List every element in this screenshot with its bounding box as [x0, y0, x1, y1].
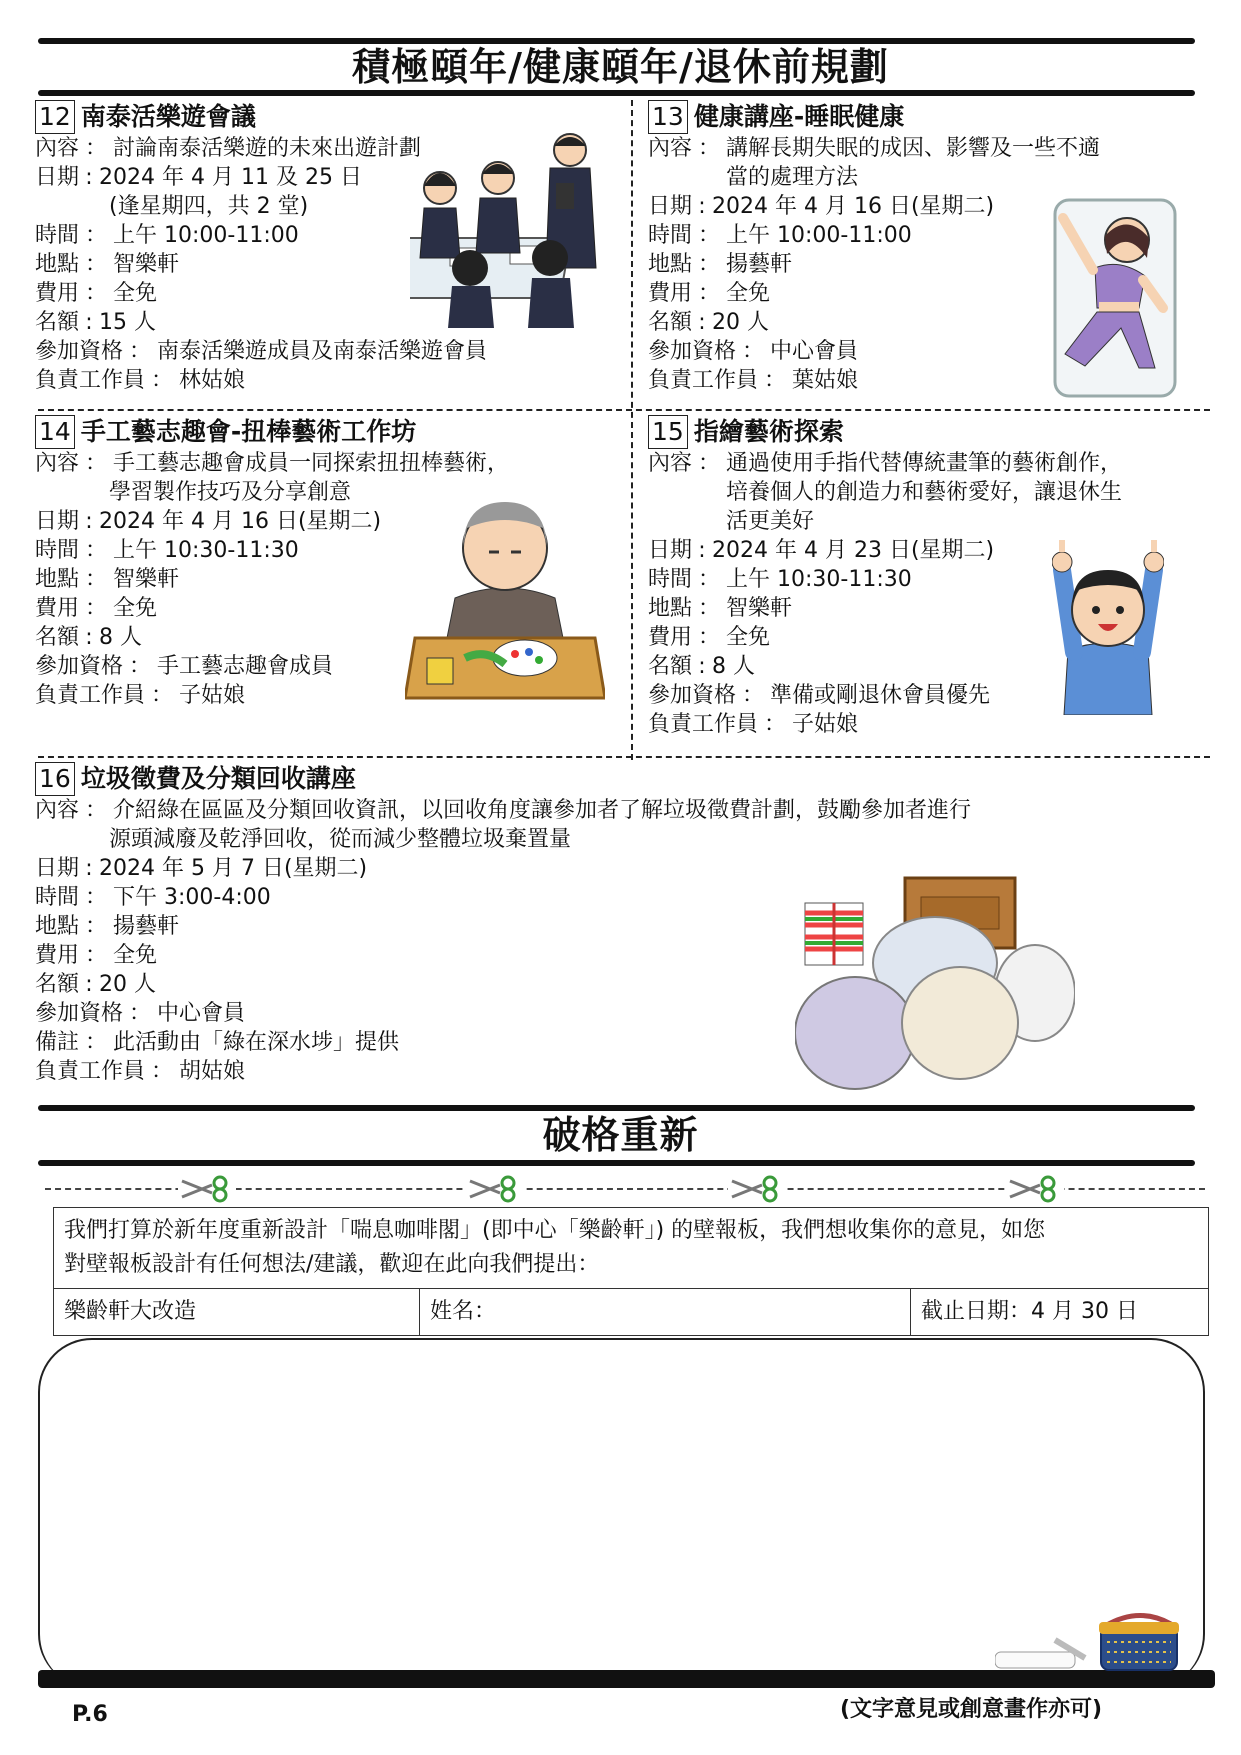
section2-underline — [38, 1160, 1195, 1166]
form-intro: 我們打算於新年度重新設計「喘息咖啡閣」(即中心「樂齡軒」) 的壁報板，我們想收集你的意見，如您 對壁報板設計有任何想法/建議，歡迎在此向我們提出： — [54, 1208, 1209, 1289]
event-number: 14 — [35, 415, 75, 449]
event-title: 13 健康講座-睡眠健康 — [648, 100, 1208, 134]
event-number: 13 — [648, 100, 688, 134]
event-number: 15 — [648, 415, 688, 449]
meeting-illustration — [410, 128, 610, 328]
footnote: (文字意見或創意畫作亦可) — [840, 1697, 1103, 1722]
event-card: 12 南泰活樂遊會議 內容 ： 討論南泰活樂遊的未來出遊計劃 日期 : 2024 年 4 月 11 及 25 日 (逢星期四，共 2 堂) 時間 ： 上午 10:00-11:00 地點 ： 智樂軒 費用 ： 全免 名額 : 15 人 參加資格 ： 南泰活樂遊成員及南泰活樂遊會員 負責工作員 ： 林姑娘 — [35, 100, 615, 395]
garbage-bags-illustration — [795, 873, 1075, 1093]
row-divider — [38, 409, 1210, 411]
event-title: 12 南泰活樂遊會議 — [35, 100, 615, 134]
event-number: 12 — [35, 100, 75, 134]
pointing-man-illustration — [1052, 540, 1164, 715]
row-divider — [38, 756, 1210, 758]
event-title: 16 垃圾徵費及分類回收講座 — [35, 762, 1135, 796]
event-title: 15 指繪藝術探索 — [648, 415, 1208, 449]
sleeping-illustration — [1035, 198, 1185, 398]
event-card: 15 指繪藝術探索 內容 ： 通過使用手指代替傳統畫筆的藝術創作， 培養個人的創造力和藝術愛好，讓退休生 活更美好 日期 : 2024 年 4 月 23 日(星期二) 時間 ： 上午 10:30-11:30 地點 ： 智樂軒 費用 ： 全免 名額 : 8 人 參加資格 ： 準備或剛退休會員優先 負責工作員 ： 子姑娘 — [648, 415, 1208, 739]
scissors-icon — [1006, 1175, 1064, 1203]
form-name-label: 樂齡軒大改造 — [54, 1289, 420, 1336]
section2-title: 破格重新 — [542, 1113, 699, 1157]
section2-top-rule — [38, 1105, 1195, 1111]
event-title: 14 手工藝志趣會-扭棒藝術工作坊 — [35, 415, 615, 449]
feedback-form — [53, 1207, 1209, 1336]
title-underline — [38, 90, 1195, 96]
label-content: 內容 — [35, 136, 80, 161]
scissors-icon — [728, 1175, 786, 1203]
scissors-icon — [178, 1175, 236, 1203]
event-number: 16 — [35, 762, 75, 796]
column-divider — [631, 100, 633, 760]
event-card: 13 健康講座-睡眠健康 內容 ： 講解長期失眠的成因、影響及一些不適 當的處理方法 日期 : 2024 年 4 月 16 日(星期二) 時間 ： 上午 10:00-11:00 地點 ： 揚藝軒 費用 ： 全免 名額 : 20 人 參加資格 ： 中心會員 負責工作員 ： 葉姑娘 — [648, 100, 1208, 395]
event-card: 16 垃圾徵費及分類回收講座 內容 ： 介紹綠在區區及分類回收資訊，以回收角度讓參加者了解垃圾徵費計劃，鼓勵參加者進行 源頭減廢及乾淨回收，從而減少整體垃圾棄置量 日期 : 2024 年 5 月 7 日(星期二) 時間 ： 下午 3:00-4:00 地點 ： 揚藝軒 費用 ： 全免 名額 : 20 人 參加資格 ： 中心會員 備註 ： 此活動由「綠在深水埗」提供 負責工作員 ： 胡姑娘 — [35, 762, 1135, 1086]
section-title: 積極頤年/健康頤年/退休前規劃 — [352, 45, 889, 89]
event-card: 14 手工藝志趣會-扭棒藝術工作坊 內容 ： 手工藝志趣會成員一同探索扭扭棒藝術， 學習製作技巧及分享創意 日期 : 2024 年 4 月 16 日(星期二) 時間 ： 上午 10:30-11:30 地點 ： 智樂軒 費用 ： 全免 名額 : 8 人 參加資格 ： 手工藝志趣會成員 負責工作員 ： 子姑娘 — [35, 415, 615, 710]
page-number: P.6 — [72, 1702, 108, 1727]
crafting-elder-illustration — [405, 488, 605, 703]
deadline-label: 截止日期：4 月 30 日 — [911, 1289, 1209, 1336]
name-field[interactable]: 姓名： — [420, 1289, 911, 1336]
scissors-icon — [466, 1175, 524, 1203]
crayon-box-illustration — [995, 1610, 1195, 1680]
